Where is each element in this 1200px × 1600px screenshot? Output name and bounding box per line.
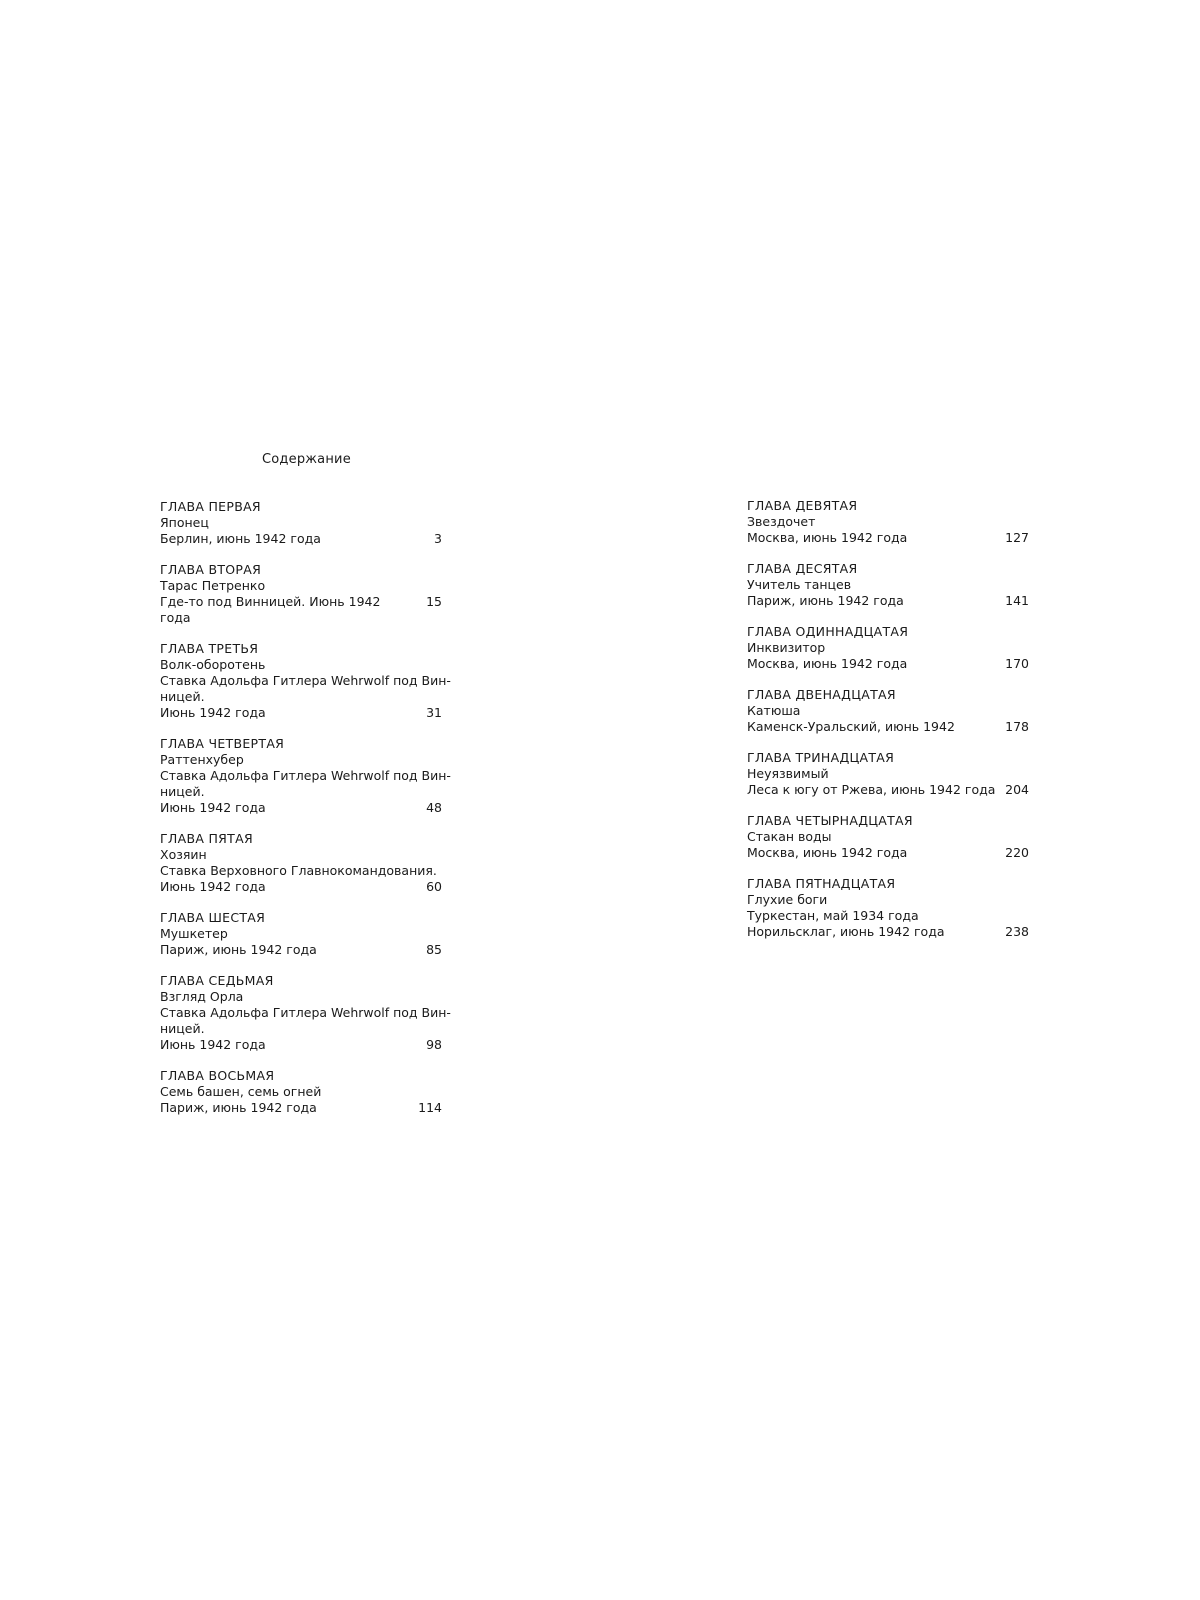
chapter-heading: ГЛАВА ПЯТНАДЦАТАЯ [747,876,896,891]
chapter-heading: ГЛАВА ТРЕТЬЯ [160,641,259,656]
page-number: 178 [1005,719,1029,734]
chapter-location: Москва, июнь 1942 года [747,845,908,860]
chapter-location: ницей. [160,689,205,704]
toc-title: Содержание [262,452,351,467]
chapter-location: Москва, июнь 1942 года [747,656,908,671]
chapter-location: Ставка Адольфа Гитлера Wehrwolf под Вин- [160,673,451,688]
chapter-location: Июнь 1942 года [160,705,266,720]
chapter-last-row [160,879,442,895]
chapter-location: Ставка Адольфа Гитлера Wehrwolf под Вин- [160,768,451,783]
chapter-last-row [160,1100,442,1116]
chapter-location: Каменск-Уральский, июнь 1942 [747,719,955,734]
chapter-title: Инквизитор [747,640,826,655]
chapter-last-row [747,593,1029,609]
toc-entry [747,498,1029,546]
chapter-location: Париж, июнь 1942 года [747,593,904,608]
toc-entry [160,973,451,1053]
chapter-location: ницей. [160,784,205,799]
page-number: 220 [1005,845,1029,860]
chapter-location: Где-то под Винницей. Июнь 1942 года [160,594,381,625]
toc-entry [747,750,1029,798]
chapter-location: Ставка Верховного Главнокомандования. [160,863,437,878]
chapter-location: Леса к югу от Ржева, июнь 1942 года [747,782,996,797]
toc-entry [747,813,1029,861]
chapter-last-row [160,531,442,547]
chapter-heading: ГЛАВА ОДИННАДЦАТАЯ [747,624,909,639]
toc-left-column [160,499,451,1131]
page-number: 141 [1005,593,1029,608]
toc-right-column [747,498,1029,955]
toc-entry [747,624,1029,672]
page-number: 204 [1005,782,1029,797]
chapter-heading: ГЛАВА ШЕСТАЯ [160,910,266,925]
chapter-location: Ставка Адольфа Гитлера Wehrwolf под Вин- [160,1005,451,1020]
chapter-last-row [160,705,442,721]
chapter-location: Июнь 1942 года [160,1037,266,1052]
chapter-heading: ГЛАВА ВОСЬМАЯ [160,1068,275,1083]
chapter-location: Туркестан, май 1934 года [747,908,919,923]
toc-entry [160,562,442,626]
toc-entry [160,499,442,547]
toc-entry [747,687,1029,735]
page-number: 98 [426,1037,442,1052]
chapter-title: Хозяин [160,847,207,862]
page-number: 31 [426,705,442,720]
chapter-title: Звездочет [747,514,816,529]
chapter-title: Японец [160,515,209,530]
chapter-heading: ГЛАВА ДВЕНАДЦАТАЯ [747,687,896,702]
chapter-location: Норильсклаг, июнь 1942 года [747,924,945,939]
chapter-last-row [747,845,1029,861]
page-number: 114 [418,1100,442,1115]
chapter-title: Взгляд Орла [160,989,244,1004]
page-number: 3 [434,531,442,546]
chapter-title: Волк-оборотень [160,657,266,672]
chapter-location: Июнь 1942 года [160,800,266,815]
page-number: 85 [426,942,442,957]
chapter-title: Семь башен, семь огней [160,1084,322,1099]
page-number: 127 [1005,530,1029,545]
toc-entry [160,831,442,895]
page-number: 15 [426,594,442,609]
chapter-heading: ГЛАВА ДЕВЯТАЯ [747,498,858,513]
chapter-location: Париж, июнь 1942 года [160,942,317,957]
chapter-location: Июнь 1942 года [160,879,266,894]
chapter-heading: ГЛАВА ДЕСЯТАЯ [747,561,858,576]
chapter-title: Катюша [747,703,801,718]
chapter-location: Москва, июнь 1942 года [747,530,908,545]
chapter-heading: ГЛАВА ТРИНАДЦАТАЯ [747,750,895,765]
toc-entry [747,561,1029,609]
page-number: 170 [1005,656,1029,671]
chapter-heading: ГЛАВА СЕДЬМАЯ [160,973,274,988]
chapter-title: Раттенхубер [160,752,244,767]
chapter-last-row [160,942,442,958]
chapter-heading: ГЛАВА ПЯТАЯ [160,831,253,846]
chapter-heading: ГЛАВА ВТОРАЯ [160,562,262,577]
chapter-location: Берлин, июнь 1942 года [160,531,321,546]
chapter-location: ницей. [160,1021,205,1036]
chapter-heading: ГЛАВА ПЕРВАЯ [160,499,261,514]
chapter-title: Мушкетер [160,926,228,941]
chapter-title: Тарас Петренко [160,578,266,593]
chapter-last-row [747,924,1029,940]
page-number: 238 [1005,924,1029,939]
chapter-title: Учитель танцев [747,577,852,592]
chapter-last-row [747,782,1029,798]
chapter-last-row [747,530,1029,546]
page-number: 48 [426,800,442,815]
chapter-last-row [160,594,442,626]
toc-entry [747,876,1029,940]
chapter-title: Глухие боги [747,892,828,907]
chapter-location: Париж, июнь 1942 года [160,1100,317,1115]
chapter-heading: ГЛАВА ЧЕТВЕРТАЯ [160,736,285,751]
chapter-heading: ГЛАВА ЧЕТЫРНАДЦАТАЯ [747,813,913,828]
toc-entry [160,736,451,816]
chapter-last-row [160,800,442,816]
page-number: 60 [426,879,442,894]
chapter-last-row [747,656,1029,672]
chapter-last-row [160,1037,442,1053]
chapter-last-row [747,719,1029,735]
toc-entry [160,1068,442,1116]
chapter-title: Неуязвимый [747,766,829,781]
chapter-title: Стакан воды [747,829,832,844]
toc-entry [160,910,442,958]
toc-entry [160,641,451,721]
